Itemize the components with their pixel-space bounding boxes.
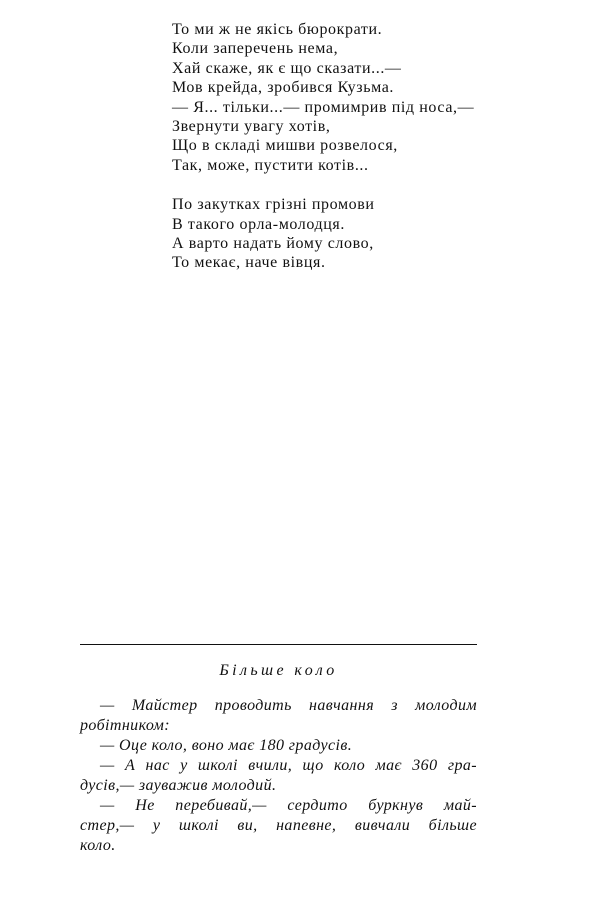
poem-line: — Я... тільки...— промимрив під носа,— [172,98,475,116]
joke-line: стер,— у школі ви, напевне, вивчали більше [80,817,477,834]
joke-line: — Не перебивай,— сердито буркнув май- [100,797,477,814]
poem-line: Мов крейда, зробився Кузьма. [172,79,395,97]
joke-body [80,696,477,856]
poem-line: Звернути увагу хотів, [172,118,331,136]
joke-line: дусів,— зауважив молодий. [80,777,277,794]
poem-line: В такого орла-молодця. [172,215,345,233]
poem-line: Що в складі мишви розвелося, [172,137,398,155]
poem-line: Так, може, пустити котів... [172,156,369,174]
joke-line: коло. [80,837,116,854]
poem-line: Коли заперечень нема, [172,40,339,58]
poem-stanza-1 [172,20,592,175]
poem-line: Хай скаже, як є що сказати...— [172,59,402,77]
joke-line: — Оце коло, воно має 180 градусів. [100,737,353,754]
poem-line: А варто надать йому слово, [172,235,374,253]
poem-stanza-2 [172,195,592,273]
joke-line: — Майстер проводить навчання з молодим [100,697,477,714]
poem-line: То ми ж не якісь бюрократи. [172,21,383,38]
joke-title: Більше коло [219,662,338,679]
poem-line: То мекає, наче вівця. [172,254,326,272]
joke-line: — А нас у школі вчили, що коло має 360 гра- [100,757,477,774]
poem-line: По закутках грізні промови [172,196,375,214]
section-divider [80,644,477,645]
joke-line: робітником: [80,717,170,734]
poem [172,20,592,273]
